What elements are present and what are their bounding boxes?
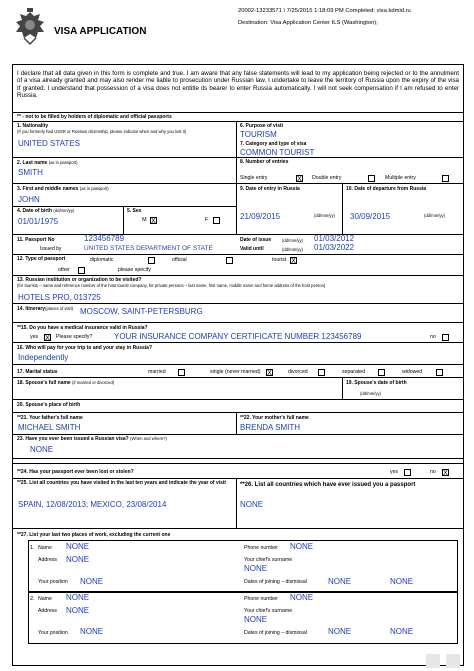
job-2-position-value[interactable]: NONE [80, 627, 104, 636]
insurance-specify-label: Please specify? [56, 334, 93, 340]
spouse-dob-format: (dd/mm/yy) [360, 391, 381, 396]
job-2-address-value[interactable]: NONE [66, 606, 90, 615]
widowed-label: widowed [402, 369, 423, 375]
lost-passport-yes-checkbox[interactable] [404, 469, 411, 476]
f8-label: 8. Number of entries [240, 159, 289, 165]
job-1-chief-value[interactable]: NONE [244, 564, 268, 573]
job-2-chief-value[interactable]: NONE [244, 615, 268, 624]
visa-category-value[interactable]: COMMON TOURIST [240, 148, 315, 157]
job-2-phone-value[interactable]: NONE [290, 593, 314, 602]
nationality-value[interactable]: UNITED STATES [18, 139, 80, 148]
sex-f-label: F [205, 217, 209, 223]
destination-line: Destination: Visa Application Center ILS (Washington); [238, 20, 378, 26]
f4-label: 4. Date of birth (dd/mm/yy) [17, 208, 75, 214]
job-2-name-value[interactable]: NONE [66, 593, 90, 602]
f20-label: 20. Spouse's place of birth [17, 402, 81, 408]
f11-label: 11. Passport No [17, 237, 55, 243]
valid-until-label: Valid until [240, 246, 264, 252]
f23-label: 23. Have you ever been issued a Russian visa? (When and where?) [17, 436, 167, 442]
job-1-join-value[interactable]: NONE [328, 577, 352, 586]
last-name-value[interactable]: SMITH [18, 168, 43, 177]
lost-passport-no-label: no [430, 469, 436, 475]
job-2-number: 2. [30, 596, 35, 602]
other-label: other [58, 267, 70, 273]
f7-label: 7. Category and type of visa [240, 141, 307, 147]
tourist-checkbox[interactable]: X [291, 258, 296, 265]
f3-label: 3. First and middle names (as in passport) [17, 186, 109, 192]
sex-m-checkbox[interactable]: X [151, 218, 156, 225]
job-2-chief-label: Your chief's surname [244, 608, 293, 614]
job-1-name-label: Name [38, 545, 52, 551]
job-2-position-label: Your position [38, 630, 68, 636]
passport-number-value[interactable]: 123456789 [84, 234, 125, 243]
f14-label: 14. Itinerary(places of visit) [17, 306, 74, 312]
f24-label: **24. Has your passport ever been lost or stolen? [17, 469, 134, 475]
valid-until-format: (dd/mm/yy) [282, 247, 303, 252]
divorced-checkbox[interactable] [318, 369, 325, 376]
divorced-label: divorced [288, 369, 308, 375]
f21-label: **21. Your father's full name [17, 415, 83, 421]
other-specify-label: please specify [118, 267, 151, 273]
job-2-join-value[interactable]: NONE [328, 627, 352, 636]
entry-date-format: (dd/mm/yy) [314, 213, 335, 218]
job-2-dates-label: Dates of joining – dismissal [244, 630, 307, 636]
first-name-value[interactable]: JOHN [18, 195, 40, 204]
f22-label: **22. Your mother's full name [240, 415, 309, 421]
f27-label: **27. List your last two places of work, excluding the current one [17, 532, 171, 538]
other-checkbox[interactable] [78, 267, 85, 274]
insurance-no-checkbox[interactable] [442, 334, 449, 341]
single-entry-checkbox[interactable]: X [297, 176, 302, 183]
meta-line: 20002-13233571 \ 7/25/2015 1:18:09 PM Completed: visa.kdmid.ru [238, 8, 411, 14]
job-1-address-value[interactable]: NONE [66, 555, 90, 564]
job-2-dismiss-value[interactable]: NONE [390, 627, 414, 636]
single-label: single (never married) [210, 369, 261, 375]
job-2-block [28, 592, 458, 644]
f2-label: 2. Last name (as in passport) [17, 160, 78, 166]
form-title: VISA APPLICATION [54, 26, 147, 37]
multiple-entry-checkbox[interactable] [442, 175, 449, 182]
double-entry-checkbox[interactable] [368, 175, 375, 182]
host-organization-value[interactable]: HOTELS PRO, 013725 [18, 293, 101, 302]
f9-label: 9. Date of entry in Russia [240, 186, 300, 192]
f16-label: 16. Who will pay for your trip to and your stay in Russia? [17, 345, 153, 351]
f25-label: **25. List all countries you have visited in the last ten years and indicate the year of visit [17, 480, 226, 486]
lost-passport-no-checkbox[interactable]: X [443, 470, 448, 477]
purpose-value[interactable]: TOURISM [240, 130, 277, 139]
job-1-dates-label: Dates of joining – dismissal [244, 579, 307, 585]
official-checkbox[interactable] [226, 257, 233, 264]
separated-label: separated [342, 369, 366, 375]
single-entry-label: Single entry [240, 175, 268, 181]
insurance-yes-label: yes [30, 334, 39, 340]
valid-until-value[interactable]: 01/03/2022 [314, 243, 355, 252]
entry-date-value[interactable]: 21/09/2015 [240, 212, 281, 221]
insurance-value[interactable]: YOUR INSURANCE COMPANY CERTIFICATE NUMBER 123456789 [114, 332, 362, 341]
tourist-label: tourist [272, 257, 287, 263]
lost-passport-yes-label: yes [390, 469, 399, 475]
issued-by-value[interactable]: UNITED STATES DEPARTMENT OF STATE [84, 245, 213, 252]
f12-label: 12. Type of passport [17, 256, 66, 262]
job-2-phone-label: Phone number [244, 596, 279, 602]
f15-label: **15. Do you have a medical insurance valid in Russia? [17, 325, 148, 331]
job-1-number: 1. [30, 545, 35, 551]
f19-label: 19. Spouse's date of birth [346, 380, 407, 386]
job-1-chief-label: Your chief's surname [244, 557, 293, 563]
diplomatic-label: diplomatic [90, 257, 114, 263]
passport-countries-value[interactable]: NONE [240, 500, 264, 509]
f6-label: 6. Purpose of visit [240, 123, 284, 129]
married-label: married [148, 369, 166, 375]
job-1-phone-value[interactable]: NONE [290, 542, 314, 551]
f13-sub: (for tourists – name and reference number of the host tourist company, for private persons – last name, first name, middle name and home address of the host person) [17, 283, 326, 288]
date-issue-format: (dd/mm/yy) [282, 238, 303, 243]
trip-payer-value[interactable]: Independently [18, 353, 69, 362]
f1-label: 1. Nationality [17, 123, 49, 129]
f10-label: 10. Date of departure from Russia [346, 186, 427, 192]
f26-label: **26. List all countries which have ever issued you a passport [240, 482, 416, 488]
single-checkbox[interactable]: X [267, 370, 272, 377]
f18-label: 18. Spouse's full name (if married or divorced) [17, 380, 115, 386]
declaration-text: I declare that all data given in this form is complete and true. I am aware that any false statements will lead to my application being rejected or to the annulment of a visa already granted and may also render me liable to prosecution under Russian law. I undertake to leave the territory of Russia upon the expiry of the visa If granted. I understand that possession of a visa does not entitle its bearer to enter Russia automatically. I will not seek compensation if I am refused to enter Russia. [17, 70, 459, 99]
f5-label: 5. Sex [127, 208, 142, 214]
date-issue-label: Date of issue [240, 237, 272, 243]
married-checkbox[interactable] [178, 369, 185, 376]
f1-sub: (If you formerly had USSR or Russian citizenship, please indicate when and why you lost it) [17, 129, 187, 134]
separated-checkbox[interactable] [378, 369, 385, 376]
corner-mark-icon [426, 654, 440, 668]
job-1-position-value[interactable]: NONE [80, 577, 104, 586]
job-1-phone-label: Phone number [244, 545, 279, 551]
official-label: official [172, 257, 187, 263]
job-2-address-label: Address [38, 608, 58, 614]
job-1-dismiss-value[interactable]: NONE [390, 577, 414, 586]
coat-of-arms-icon [10, 6, 50, 46]
multiple-entry-label: Multiple entry [385, 175, 416, 181]
widowed-checkbox[interactable] [436, 369, 443, 376]
diplomatic-note: ** - not to be filled by holders of diplomatic and official passports [17, 114, 172, 120]
f13-label: 13. Russian institution or organization to be visited? [17, 277, 142, 283]
date-issue-value[interactable]: 01/03/2012 [314, 234, 355, 243]
sex-f-checkbox[interactable] [213, 217, 220, 224]
birth-date-value[interactable]: 01/01/1975 [18, 217, 59, 226]
double-entry-label: Double entry [312, 175, 342, 181]
mother-name-value[interactable]: BRENDA SMITH [240, 423, 301, 432]
russian-visa-value[interactable]: NONE [30, 445, 54, 454]
job-1-position-label: Your position [38, 579, 68, 585]
diplomatic-checkbox[interactable] [148, 257, 155, 264]
job-1-name-value[interactable]: NONE [66, 542, 90, 551]
countries-visited-value[interactable]: SPAIN, 12/08/2013; MEXICO, 23/08/2014 [18, 500, 167, 509]
job-2-name-label: Name [38, 596, 52, 602]
sex-m-label: M [142, 217, 147, 223]
departure-date-value[interactable]: 30/09/2015 [350, 212, 391, 221]
departure-date-format: (dd/mm/yy) [424, 213, 445, 218]
itinerary-value[interactable]: MOSCOW, SAINT-PETERSBURG [80, 307, 203, 316]
f17-label: 17. Marital status [17, 369, 58, 375]
father-name-value[interactable]: MICHAEL SMITH [18, 423, 81, 432]
issued-by-label: Issued by [40, 246, 62, 252]
insurance-yes-checkbox[interactable]: X [45, 335, 50, 342]
insurance-no-label: no [430, 334, 436, 340]
job-1-address-label: Address [38, 557, 58, 563]
corner-mark-icon [446, 654, 460, 668]
